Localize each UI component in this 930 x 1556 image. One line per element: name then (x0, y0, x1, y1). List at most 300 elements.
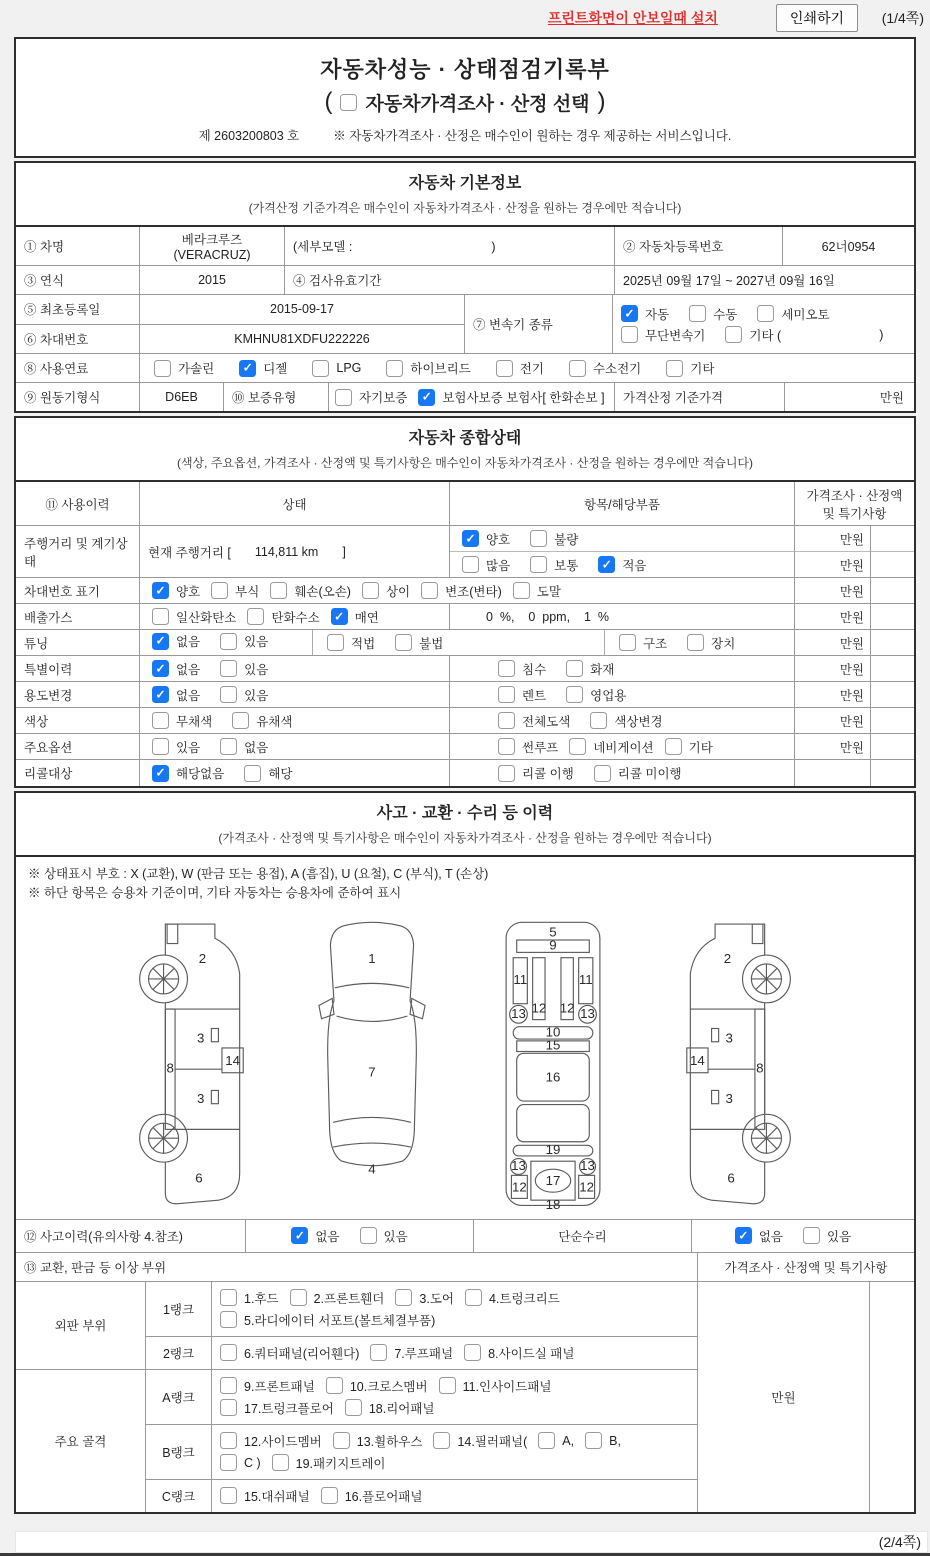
option-label: 가솔린 (178, 362, 215, 376)
option-label: 해당 (268, 767, 293, 781)
checkbox[interactable] (239, 360, 256, 377)
rank-2-line-1 (220, 1344, 585, 1362)
option (496, 359, 544, 377)
checkbox[interactable] (220, 686, 237, 703)
checkbox[interactable] (321, 1487, 338, 1504)
checkbox[interactable] (312, 360, 329, 377)
checkbox[interactable] (152, 738, 169, 755)
option-label: 구조 (643, 636, 668, 651)
option (530, 530, 578, 548)
option-label: 6.쿼터패널(리어휀다) (244, 1346, 360, 1361)
option-label: A, (562, 1433, 575, 1448)
option-label: 자동 (645, 307, 670, 322)
checkbox[interactable] (498, 686, 515, 703)
option (665, 738, 713, 756)
option-label: 있음 (827, 1229, 852, 1244)
option (333, 1432, 423, 1450)
diagram-zone-label: 13 (580, 1157, 595, 1173)
checkbox[interactable] (335, 389, 352, 406)
submodel-value: (세부모델 : ) (285, 227, 615, 265)
option-label: 있음 (244, 662, 269, 677)
price-unit-cell: 만원 (795, 578, 871, 604)
option-label: 무채색 (176, 714, 213, 729)
checkbox[interactable] (689, 305, 706, 322)
accident-history-options (291, 1227, 427, 1245)
option-label: 3.도어 (419, 1291, 454, 1306)
option (433, 1432, 527, 1450)
checkbox[interactable] (621, 305, 638, 322)
option-label: 리콜 미이행 (617, 767, 682, 781)
checkbox[interactable] (687, 634, 704, 651)
exchange-price-header: 가격조사 · 산정액 및 특기사항 (724, 1260, 888, 1275)
option (666, 359, 714, 377)
basic-info-section (14, 161, 916, 413)
option (326, 1377, 428, 1395)
tuning-legal-options (327, 634, 463, 652)
checkbox[interactable] (498, 712, 515, 729)
year-value: 2015 (140, 266, 285, 294)
diagram-zone-label: 3 (197, 1030, 205, 1046)
option (220, 1399, 334, 1417)
checkbox[interactable] (232, 712, 249, 729)
reg-no-value: 62너0954 (821, 240, 876, 254)
special-history-options (152, 660, 288, 678)
mileage-label: 주행거리 및 계기상태 (16, 526, 140, 578)
option-label: 보통 (554, 558, 579, 573)
base-price-unit: 만원 (879, 391, 904, 405)
outer-panel-label: 외판 부위 (16, 1282, 146, 1370)
diagram-zone-label: 18 (545, 1196, 561, 1209)
option (498, 738, 558, 756)
checkbox[interactable] (152, 582, 169, 599)
checkbox[interactable] (220, 633, 237, 650)
checkbox[interactable] (496, 360, 513, 377)
option-label: 19.패키지트레이 (295, 1456, 386, 1471)
condition-section (14, 416, 916, 788)
checkbox[interactable] (498, 765, 515, 782)
diagram-zone-label: 3 (725, 1030, 733, 1046)
checkbox[interactable] (498, 738, 515, 755)
inspection-period-value: 2025년 09월 17일 ~ 2027년 09월 16일 (623, 274, 835, 288)
legend-basis: ※ 하단 항목은 승용차 기준이며, 기타 자동차는 승용차에 준하여 표시 (28, 886, 402, 901)
option-label: 4.트렁크리드 (488, 1291, 560, 1306)
rank-A-label: A랭크 (146, 1370, 212, 1425)
rank-C-line-1 (220, 1487, 433, 1505)
checkbox[interactable] (362, 582, 379, 599)
first-reg-label: ⑤ 최초등록일 (16, 295, 140, 324)
emission-options (152, 608, 390, 626)
rank-B-line-2 (220, 1454, 632, 1472)
price-unit-cell: 만원 (795, 656, 871, 682)
option (335, 388, 407, 406)
option (152, 712, 212, 730)
diagram-zone-label: 8 (756, 1060, 764, 1076)
inspection-label: ④ 검사유효기간 (285, 266, 615, 294)
checkbox[interactable] (530, 556, 547, 573)
history-section (14, 791, 916, 1514)
checkbox[interactable] (152, 686, 169, 703)
car-name-value: 베라크루즈(VERACRUZ) (140, 227, 285, 265)
main-option-kind (498, 738, 724, 756)
option-label: 없음 (315, 1229, 340, 1244)
checkbox[interactable] (530, 530, 547, 547)
checkbox[interactable] (220, 1344, 237, 1361)
option-label: 15.대쉬패널 (244, 1489, 310, 1504)
option-label: 전체도색 (522, 714, 571, 729)
diagram-zone-label: 1 (368, 950, 376, 966)
option-label: 적법 (351, 636, 376, 651)
diagram-zone-label: 2 (723, 950, 732, 966)
option-label: 침수 (522, 662, 547, 677)
usage-change-label: 용도변경 (16, 682, 140, 708)
checkbox[interactable] (666, 360, 683, 377)
option (370, 1344, 453, 1362)
option (220, 1487, 310, 1505)
recall-options (152, 764, 312, 782)
checkbox[interactable] (220, 1399, 237, 1416)
top-toolbar (0, 0, 930, 37)
rank-B-line-1 (220, 1432, 632, 1450)
footer-strip (15, 1531, 928, 1553)
option-label: 있음 (383, 1229, 408, 1244)
diagram-zone-label: 12 (531, 1000, 547, 1016)
main-option-label: 주요옵션 (16, 734, 140, 760)
option (569, 359, 641, 377)
option (464, 1344, 574, 1362)
checkbox[interactable] (598, 556, 615, 573)
option (569, 738, 653, 756)
checkbox[interactable] (220, 1454, 237, 1471)
checkbox[interactable] (220, 1311, 237, 1328)
car-diagram-top (301, 917, 443, 1209)
option (154, 359, 214, 377)
checkbox[interactable] (465, 1289, 482, 1306)
special-history-kind (498, 660, 634, 678)
accident-history-label: ⑫ 사고이력(유의사항 4.참조) (16, 1220, 246, 1252)
fuel-options (154, 359, 739, 377)
checkbox[interactable] (360, 1227, 377, 1244)
checkbox[interactable] (272, 1454, 289, 1471)
price-unit-cell: 만원 (795, 630, 871, 656)
option-label: 불법 (419, 636, 444, 651)
option-label: 기타 (688, 740, 713, 755)
paren-close: ) (597, 88, 606, 115)
checkbox[interactable] (585, 1432, 602, 1449)
option (232, 712, 292, 730)
checkbox[interactable] (244, 765, 261, 782)
paren-open: ( (324, 88, 333, 115)
vin-value: KMHNU81XDFU222226 (234, 331, 370, 346)
option (566, 686, 626, 704)
base-price-label: 가격산정 기준가격 (615, 383, 785, 411)
option-label: 변조(변타) (445, 584, 502, 599)
diagram-zone-label: 12 (511, 1179, 527, 1195)
option (439, 1377, 552, 1395)
diagram-zone-label: 13 (580, 1005, 595, 1021)
option (462, 530, 510, 548)
option (621, 305, 669, 323)
checkbox[interactable] (220, 1487, 237, 1504)
option-label: 있음 (244, 635, 269, 650)
option-label: 기타 ( (749, 328, 782, 343)
option (689, 305, 737, 323)
odometer-suffix: ] (342, 544, 346, 559)
option (360, 1227, 408, 1245)
color-label: 색상 (16, 708, 140, 734)
col-header-items: 항목/해당부품 (450, 482, 795, 526)
diagram-zone-label: 12 (559, 1000, 575, 1016)
option-label: 불량 (554, 532, 579, 547)
color-options (152, 712, 312, 730)
option (152, 608, 236, 626)
option-label: 8.사이드실 패널 (488, 1346, 575, 1361)
diagram-zone-label: 10 (545, 1024, 561, 1040)
checkbox[interactable] (395, 634, 412, 651)
option-label: 있음 (244, 688, 269, 703)
title-section (14, 37, 916, 158)
vin-mark-options (152, 582, 572, 600)
option (290, 1289, 385, 1307)
next-page-top-border (0, 1553, 930, 1556)
option-label: 훼손(오손) (294, 584, 351, 599)
diagram-zone-label: 13 (511, 1157, 526, 1173)
option (498, 764, 574, 782)
checkbox[interactable] (291, 1227, 308, 1244)
option (362, 582, 410, 600)
checkbox[interactable] (590, 712, 607, 729)
checkbox[interactable] (439, 1377, 456, 1394)
option-label: 2.프론트휀더 (313, 1291, 385, 1306)
option (735, 1227, 783, 1245)
diagram-zone-label: 9 (549, 937, 557, 953)
checkbox[interactable] (619, 634, 636, 651)
checkbox[interactable] (594, 765, 611, 782)
option (395, 634, 443, 652)
tuning-options (152, 632, 288, 650)
option-label: 탄화수소 (271, 610, 320, 625)
option (590, 712, 662, 730)
diagram-zone-label: 12 (579, 1179, 595, 1195)
mileage-state-row2 (462, 556, 666, 574)
checkbox[interactable] (370, 1344, 387, 1361)
option-label: 13.휠하우스 (356, 1434, 423, 1449)
checkbox[interactable] (418, 389, 435, 406)
checkbox[interactable] (395, 1289, 412, 1306)
checkbox[interactable] (464, 1344, 481, 1361)
checkbox[interactable] (433, 1432, 450, 1449)
option (220, 686, 268, 704)
checkbox[interactable] (154, 360, 171, 377)
checkbox[interactable] (152, 633, 169, 650)
color-kind (498, 712, 683, 730)
page-indicator-bottom: (2/4쪽) (878, 1533, 921, 1550)
option (345, 1399, 435, 1417)
diagram-zone-label: 15 (545, 1037, 561, 1053)
option (152, 632, 200, 650)
checkbox[interactable] (211, 582, 228, 599)
emission-values: 0 %, 0 ppm, 1 % (450, 604, 795, 630)
diagram-zone-label: 2 (198, 950, 207, 966)
simple-repair-options (735, 1227, 871, 1245)
checkbox[interactable] (345, 1399, 362, 1416)
service-note: ※ 자동차가격조사 · 산정은 매수인이 원하는 경우 제공하는 서비스입니다. (333, 129, 732, 143)
transmission-options-row2 (621, 326, 801, 344)
special-history-label: 특별이력 (16, 656, 140, 682)
option (619, 634, 667, 652)
checkbox[interactable] (538, 1432, 555, 1449)
option (220, 1344, 359, 1362)
col-header-usage: ⑪ 사용이력 (16, 482, 140, 526)
checkbox[interactable] (290, 1289, 307, 1306)
checkbox[interactable] (152, 765, 169, 782)
document (14, 37, 916, 1514)
checkbox[interactable] (803, 1227, 820, 1244)
option (725, 326, 781, 344)
option-label: 부식 (235, 584, 260, 599)
odometer-prefix: 현재 주행거리 [ (148, 545, 231, 560)
option-label: 일산화탄소 (176, 610, 237, 625)
option-label: 양호 (486, 532, 511, 547)
option (152, 582, 200, 600)
recall-label: 리콜대상 (16, 760, 140, 786)
price-unit-cell: 만원 (795, 604, 871, 630)
diagram-zone-label: 11 (578, 971, 593, 987)
tuning-label: 튜닝 (16, 630, 140, 656)
checkbox[interactable] (462, 556, 479, 573)
checkbox[interactable] (735, 1227, 752, 1244)
option-label: 자기보증 (359, 391, 408, 405)
checkbox[interactable] (220, 1377, 237, 1394)
engine-type-label: ⑨ 원동기형식 (16, 383, 140, 411)
option (585, 1432, 621, 1449)
checkbox[interactable] (152, 660, 169, 677)
exchange-label: ⑬ 교환, 판금 등 이상 부위 (16, 1253, 698, 1281)
diagram-zone-label: 17 (545, 1172, 561, 1188)
checkbox[interactable] (725, 326, 742, 343)
option (220, 1289, 279, 1307)
option (331, 608, 379, 626)
option (465, 1289, 560, 1307)
checkbox[interactable] (333, 1432, 350, 1449)
rank-2-label: 2랭크 (146, 1337, 212, 1370)
price-unit-cell: 만원 (795, 734, 871, 760)
install-print-helper-link[interactable]: 프린트화면이 안보일때 설치 (547, 10, 718, 26)
checkbox[interactable] (621, 326, 638, 343)
option-label: 1.후드 (244, 1291, 279, 1306)
checkbox[interactable] (152, 712, 169, 729)
checkbox[interactable] (498, 660, 515, 677)
checkbox[interactable] (566, 686, 583, 703)
option (220, 660, 268, 678)
col-header-state: 상태 (140, 482, 450, 526)
option (395, 1289, 454, 1307)
diagram-zone-label: 8 (166, 1060, 174, 1076)
usage-change-options (152, 686, 288, 704)
price-survey-checkbox[interactable] (340, 94, 357, 111)
option-label: 적음 (622, 558, 647, 573)
recall-kind (498, 764, 702, 782)
basic-info-title: 자동차 기본정보 (408, 175, 522, 192)
condition-note: (색상, 주요옵션, 가격조사 · 산정액 및 특기사항은 매수인이 자동차가격조사 · 산정을 원하는 경우에만 적습니다) (176, 456, 754, 470)
option (421, 582, 502, 600)
option (598, 556, 646, 574)
checkbox[interactable] (386, 360, 403, 377)
price-unit-cell: 만원 (795, 526, 871, 552)
transmission-other-close: ) (879, 327, 884, 342)
page-indicator-top: (1/4쪽) (881, 10, 924, 26)
first-reg-value: 2015-09-17 (270, 302, 334, 317)
diagram-zone-label: 4 (368, 1161, 376, 1177)
option (152, 686, 200, 704)
rank-A-line-1 (220, 1377, 562, 1395)
checkbox[interactable] (513, 582, 530, 599)
option-label: 보험사보증 보험사[ 한화손보 ] (442, 391, 605, 405)
checkbox[interactable] (220, 1432, 237, 1449)
checkbox[interactable] (566, 660, 583, 677)
option-label: 10.크로스멤버 (349, 1379, 428, 1394)
diagram-zone-label: 11 (513, 971, 528, 987)
checkbox[interactable] (462, 530, 479, 547)
car-name-label: ① 차명 (16, 227, 140, 265)
option (270, 582, 351, 600)
checkbox[interactable] (220, 738, 237, 755)
option (321, 1487, 423, 1505)
checkbox[interactable] (757, 305, 774, 322)
frame-label: 주요 골격 (16, 1370, 146, 1512)
option-label: 무단변속기 (645, 328, 706, 343)
option-label: 18.리어패널 (368, 1401, 435, 1416)
checkbox[interactable] (220, 1289, 237, 1306)
option (327, 634, 375, 652)
option-label: 없음 (176, 662, 201, 677)
checkbox[interactable] (326, 1377, 343, 1394)
option (312, 360, 361, 377)
option-label: 없음 (176, 635, 201, 650)
checkbox[interactable] (327, 634, 344, 651)
diagram-zone-label: 5 (549, 924, 557, 940)
option (594, 764, 682, 782)
option (687, 634, 735, 652)
option (291, 1227, 339, 1245)
odometer-cell (140, 526, 450, 578)
checkbox[interactable] (421, 582, 438, 599)
checkbox[interactable] (270, 582, 287, 599)
checkbox[interactable] (247, 608, 264, 625)
condition-title: 자동차 종합상태 (408, 430, 522, 447)
checkbox[interactable] (569, 360, 586, 377)
checkbox[interactable] (152, 608, 169, 625)
checkbox[interactable] (220, 660, 237, 677)
diagram-zone-label: 7 (368, 1064, 376, 1080)
option-label: 영업용 (590, 688, 627, 703)
diagram-zone-label: 6 (727, 1170, 735, 1186)
document-number: 제 2603200803 호 (198, 129, 300, 143)
checkbox[interactable] (665, 738, 682, 755)
option-label: 렌트 (522, 688, 547, 703)
diagram-zone-label: 6 (195, 1170, 203, 1186)
option-label: 전기 (519, 362, 544, 376)
option-label: 색상변경 (614, 714, 663, 729)
print-button[interactable]: 인쇄하기 (776, 4, 858, 32)
option-label: 9.프론트패널 (244, 1379, 315, 1394)
option (538, 1432, 574, 1449)
checkbox[interactable] (569, 738, 586, 755)
checkbox[interactable] (331, 608, 348, 625)
price-unit-cell: 만원 (795, 682, 871, 708)
history-title: 사고 · 교환 · 수리 등 이력 (376, 805, 554, 822)
option-label: 세미오토 (781, 307, 830, 322)
car-diagram-underbody (477, 917, 629, 1209)
